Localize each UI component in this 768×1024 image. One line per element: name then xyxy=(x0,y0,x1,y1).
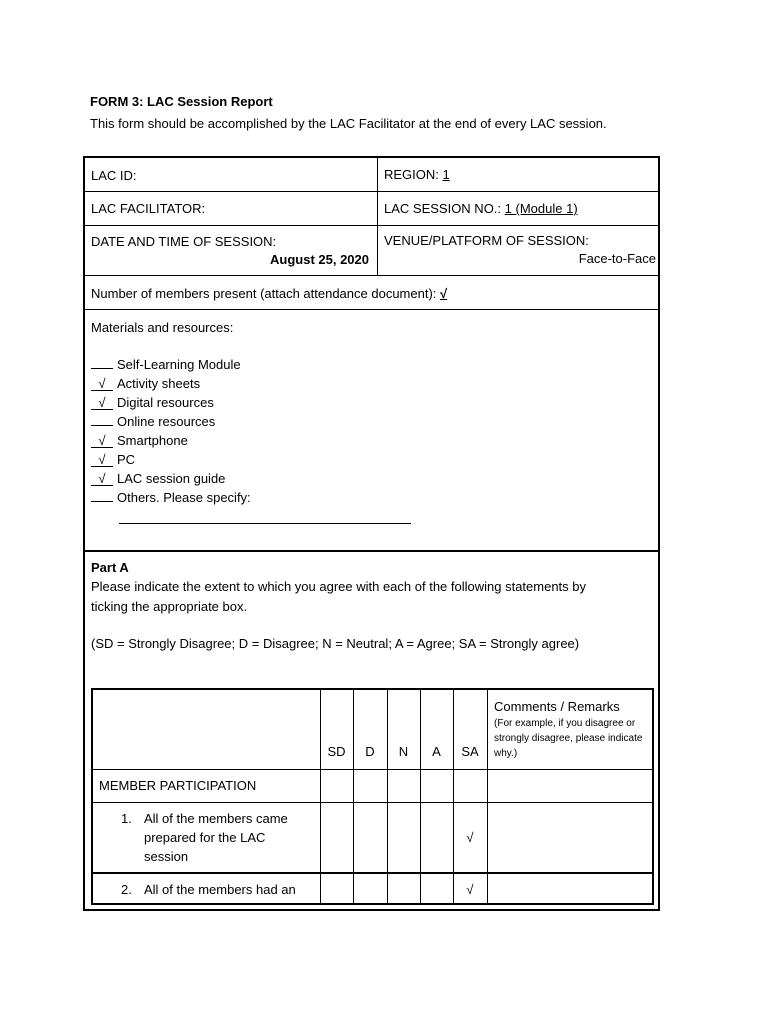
divider xyxy=(377,158,378,275)
section-member-participation: MEMBER PARTICIPATION xyxy=(99,778,257,793)
members-present-field xyxy=(91,286,447,301)
divider xyxy=(93,872,652,874)
venue-value: Face-to-Face xyxy=(578,251,656,266)
material-item xyxy=(91,395,214,410)
sa-check-mark: √ xyxy=(466,882,474,897)
comments-note: (For example, if you disagree or xyxy=(494,718,636,729)
material-mark: √ xyxy=(91,378,113,391)
rating-legend: (SD = Strongly Disagree; D = Disagree; N = Neutral; A = Agree; SA = Strongly agree) xyxy=(91,636,580,651)
divider xyxy=(85,275,658,276)
material-label: PC xyxy=(117,452,136,467)
material-label: Online resources xyxy=(117,414,216,429)
divider xyxy=(85,225,658,226)
comments-note: strongly disagree, please indicate xyxy=(494,733,643,744)
materials-label: Materials and resources: xyxy=(91,320,234,335)
material-item xyxy=(91,414,215,429)
divider xyxy=(85,191,658,192)
date-label: DATE AND TIME OF SESSION: xyxy=(91,234,277,249)
material-item xyxy=(91,452,135,467)
material-label: LAC session guide xyxy=(117,471,226,486)
material-mark: √ xyxy=(91,473,113,486)
divider xyxy=(85,550,658,552)
divider xyxy=(93,802,652,803)
comments-note: why.) xyxy=(494,748,518,759)
material-mark: √ xyxy=(91,397,113,410)
material-item xyxy=(91,357,241,372)
form-title: FORM 3: LAC Session Report xyxy=(90,94,273,109)
statement-number: 2. xyxy=(121,882,132,897)
date-value: August 25, 2020 xyxy=(270,252,369,267)
facilitator-label: LAC FACILITATOR: xyxy=(91,201,206,216)
statement-text: prepared for the LAC xyxy=(144,830,266,845)
session-no-field xyxy=(384,201,578,216)
material-label: Smartphone xyxy=(117,433,188,448)
material-mark xyxy=(91,425,113,426)
material-mark xyxy=(91,368,113,369)
material-item xyxy=(91,490,251,505)
material-label: Self-Learning Module xyxy=(117,357,241,372)
column-header-sd: SD xyxy=(327,744,346,759)
column-header-d: D xyxy=(365,744,375,759)
part-a-instruction: Please indicate the extent to which you agree with each of the following statements by xyxy=(91,579,587,594)
material-item xyxy=(91,376,200,391)
material-item xyxy=(91,471,225,486)
session-no-value: 1 (Module 1) xyxy=(504,201,578,216)
part-a-instruction-cont: ticking the appropriate box. xyxy=(91,599,248,614)
rating-table xyxy=(91,688,654,905)
material-mark: √ xyxy=(91,435,113,448)
column-header-sa: SA xyxy=(461,744,479,759)
statement-number: 1. xyxy=(121,811,132,826)
venue-label: VENUE/PLATFORM OF SESSION: xyxy=(384,233,589,248)
lac-id-label: LAC ID: xyxy=(91,168,137,183)
part-a-title: Part A xyxy=(91,560,129,575)
material-label: Digital resources xyxy=(117,395,214,410)
material-item xyxy=(91,433,188,448)
divider xyxy=(93,769,652,770)
region-value: 1 xyxy=(442,167,450,182)
members-present-label: Number of members present (attach attendance document): xyxy=(91,286,437,301)
specify-line xyxy=(119,523,411,524)
region-label: REGION: xyxy=(384,167,439,182)
statement-text: session xyxy=(144,849,189,864)
members-present-value: √ xyxy=(440,286,448,301)
session-report-form xyxy=(83,156,660,911)
material-label: Others. Please specify: xyxy=(117,490,251,505)
session-no-label: LAC SESSION NO.: xyxy=(384,201,502,216)
divider xyxy=(85,309,658,310)
form-subtitle: This form should be accomplished by the LAC Facilitator at the end of every LAC session. xyxy=(90,116,607,131)
material-mark: √ xyxy=(91,454,113,467)
material-mark xyxy=(91,501,113,502)
statement-text: All of the members came xyxy=(144,811,288,826)
column-header-a: A xyxy=(432,744,441,759)
material-label: Activity sheets xyxy=(117,376,201,391)
comments-header: Comments / Remarks xyxy=(494,699,620,714)
statement-text: All of the members had an xyxy=(144,882,296,897)
sa-check-mark: √ xyxy=(466,830,474,845)
region-field xyxy=(384,167,450,182)
column-header-n: N xyxy=(398,744,409,759)
